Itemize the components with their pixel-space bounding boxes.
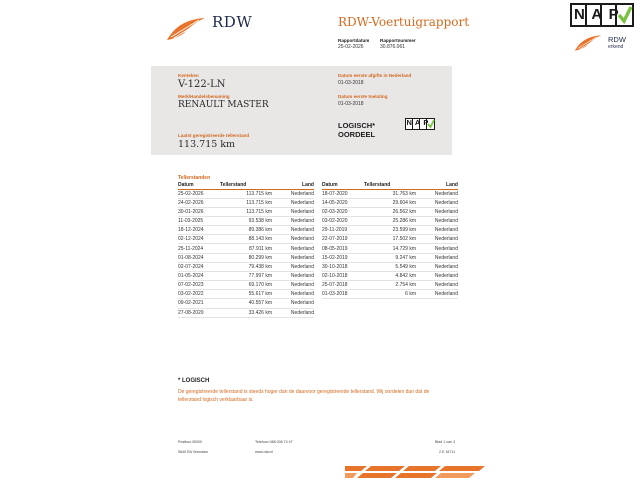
cell-datum: 24-02-2026 xyxy=(178,198,220,207)
cell-datum: 11-03-2025 xyxy=(178,216,220,225)
cell-land: Nederland xyxy=(276,290,314,299)
cell-tellerstand: 80.299 km xyxy=(220,253,276,262)
cell-tellerstand: 14.729 km xyxy=(364,244,420,253)
cell-tellerstand: 25.286 km xyxy=(364,216,420,225)
tellerstanden-table-left xyxy=(178,182,314,318)
datum-eerste-toelating-value: 01-03-2018 xyxy=(338,101,364,107)
cell-land: Nederland xyxy=(420,262,458,271)
cell-datum: 08-05-2019 xyxy=(322,244,364,253)
table-row xyxy=(322,207,458,216)
table-row xyxy=(178,226,314,235)
cell-land: Nederland xyxy=(276,226,314,235)
rdw-logo xyxy=(165,16,207,47)
cell-land: Nederland xyxy=(420,271,458,280)
cell-datum: 27-08-2020 xyxy=(178,308,220,317)
rdw-logo-text: RDW xyxy=(212,13,253,31)
rdw-erkend-text: RDW xyxy=(608,35,626,44)
table-row xyxy=(322,235,458,244)
table-row xyxy=(178,189,314,198)
cell-land: Nederland xyxy=(276,281,314,290)
cell-land: Nederland xyxy=(276,271,314,280)
table-row xyxy=(178,271,314,280)
rdw-erkend-feather-icon xyxy=(572,34,604,52)
oordeel-label: OORDEEL xyxy=(338,130,376,139)
footer-stripes-icon xyxy=(345,464,495,480)
cell-tellerstand: 29.604 km xyxy=(364,198,420,207)
cell-land: Nederland xyxy=(276,299,314,308)
laatste-tellerstand-value: 113.715 km xyxy=(178,139,236,150)
cell-land: Nederland xyxy=(276,253,314,262)
rapportnummer-value: 30.876.061 xyxy=(380,44,406,50)
cell-datum: 15-02-2019 xyxy=(322,253,364,262)
cell-land: Nederland xyxy=(276,262,314,271)
rdw-erkend-sub: erkend xyxy=(608,44,624,50)
cell-tellerstand: 88.143 km xyxy=(220,235,276,244)
cell-tellerstand: 113.715 km xyxy=(220,189,276,198)
col-datum: Datum xyxy=(178,182,220,189)
nap-small-badge xyxy=(405,117,435,129)
kenteken-label: Kenteken xyxy=(178,73,199,78)
cell-datum: 09-02-2021 xyxy=(178,299,220,308)
cell-land: Nederland xyxy=(420,207,458,216)
footer-blad: Blad 1 van 3 xyxy=(435,440,455,444)
tellerstanden-table-right xyxy=(322,182,458,299)
table-row xyxy=(178,308,314,317)
table-row xyxy=(178,281,314,290)
cell-tellerstand: 87.911 km xyxy=(220,244,276,253)
col-land: Land xyxy=(420,182,458,189)
cell-land: Nederland xyxy=(420,198,458,207)
kenteken-value: V-122-LN xyxy=(178,79,226,90)
table-header-row xyxy=(322,182,458,189)
cell-datum: 03-02-2020 xyxy=(322,216,364,225)
rdw-feather-icon xyxy=(165,16,207,42)
cell-tellerstand: 77.997 km xyxy=(220,271,276,280)
table-row xyxy=(178,299,314,308)
table-row xyxy=(178,235,314,244)
cell-tellerstand: 17.502 km xyxy=(364,235,420,244)
table-row xyxy=(322,290,458,299)
cell-tellerstand: 31.763 km xyxy=(364,189,420,198)
cell-datum: 18-07-2020 xyxy=(322,189,364,198)
table-row xyxy=(178,216,314,225)
cell-tellerstand: 89.386 km xyxy=(220,226,276,235)
cell-tellerstand: 6 km xyxy=(364,290,420,299)
cell-datum: 25-02-2026 xyxy=(178,189,220,198)
cell-tellerstand: 69.170 km xyxy=(220,281,276,290)
rapportdatum-value: 25-02-2026 xyxy=(338,44,364,50)
cell-datum: 30-01-2026 xyxy=(178,207,220,216)
cell-datum: 02-12-2024 xyxy=(178,235,220,244)
cell-land: Nederland xyxy=(276,207,314,216)
footer-telefoon: Telefoon 088 008 74 47 xyxy=(255,440,293,444)
cell-land: Nederland xyxy=(420,253,458,262)
datum-eerste-nl-value: 01-03-2018 xyxy=(338,80,364,86)
report-title: RDW-Voertuigrapport xyxy=(338,15,470,29)
cell-datum: 01-08-2024 xyxy=(178,253,220,262)
table-row xyxy=(322,226,458,235)
cell-land: Nederland xyxy=(420,189,458,198)
cell-datum: 25-07-2018 xyxy=(322,281,364,290)
table-header-row xyxy=(178,182,314,189)
cell-datum: 29-11-2019 xyxy=(322,226,364,235)
footer-stripes-graphic xyxy=(345,464,495,480)
rdw-erkend-logo xyxy=(572,34,604,57)
footer-website: www.rdw.nl xyxy=(255,450,273,454)
rapportnummer-label: Rapportnummer xyxy=(380,38,416,43)
nap-badge xyxy=(570,3,634,27)
cell-tellerstand: 113.715 km xyxy=(220,207,276,216)
cell-datum: 18-12-2024 xyxy=(178,226,220,235)
table-row xyxy=(178,244,314,253)
footer-plaats: 9640 RA Veendam xyxy=(178,450,208,454)
cell-datum: 02-03-2020 xyxy=(322,207,364,216)
oordeel-logisch: LOGISCH* xyxy=(338,121,376,130)
cell-tellerstand: 33.426 km xyxy=(220,308,276,317)
logisch-heading: * LOGISCH xyxy=(178,378,210,384)
cell-land: Nederland xyxy=(276,235,314,244)
footer-postbus: Postbus 30000 xyxy=(178,440,202,444)
datum-eerste-toelating-label: Datum eerste toelating xyxy=(338,94,388,99)
datum-eerste-nl-label: Datum eerste afgifte in Nederland xyxy=(338,73,412,78)
cell-land: Nederland xyxy=(276,244,314,253)
nap-small-text: NAP xyxy=(406,118,432,127)
table-row xyxy=(178,290,314,299)
table-row xyxy=(322,189,458,198)
table-row xyxy=(322,198,458,207)
table-row xyxy=(322,216,458,225)
cell-land: Nederland xyxy=(420,290,458,299)
col-land: Land xyxy=(276,182,314,189)
table-row xyxy=(178,262,314,271)
col-tellerstand: Tellerstand xyxy=(220,182,276,189)
logisch-explanation: De geregistreerde tellerstand is steeds hoger dan de daarvoor geregistreerde tellerstand. Wij oordelen dan dat de tellerstand logisch verklaarbaar is. xyxy=(178,389,430,403)
cell-tellerstand: 113.715 km xyxy=(220,198,276,207)
table-row xyxy=(178,207,314,216)
cell-datum: 22-07-2019 xyxy=(322,235,364,244)
col-datum: Datum xyxy=(322,182,364,189)
nap-badge-text: NAP xyxy=(574,6,626,23)
cell-datum: 02-10-2018 xyxy=(322,271,364,280)
cell-datum: 01-05-2024 xyxy=(178,271,220,280)
cell-datum: 07-02-2023 xyxy=(178,281,220,290)
cell-datum: 02-07-2024 xyxy=(178,262,220,271)
tellerstanden-title: Tellerstanden xyxy=(178,175,211,181)
cell-land: Nederland xyxy=(420,235,458,244)
cell-land: Nederland xyxy=(276,216,314,225)
cell-land: Nederland xyxy=(420,226,458,235)
laatste-tellerstand-label: Laatst geregistreerde tellerstand xyxy=(178,133,250,138)
cell-tellerstand: 2.754 km xyxy=(364,281,420,290)
cell-land: Nederland xyxy=(276,198,314,207)
merk-label: Merk/Handelsbenaming xyxy=(178,94,230,99)
merk-value: RENAULT MASTER xyxy=(178,100,269,110)
cell-land: Nederland xyxy=(276,308,314,317)
cell-tellerstand: 40.557 km xyxy=(220,299,276,308)
footer-code: 2.E 16711 xyxy=(439,450,456,454)
cell-land: Nederland xyxy=(276,189,314,198)
table-row xyxy=(178,198,314,207)
cell-tellerstand: 4.842 km xyxy=(364,271,420,280)
cell-tellerstand: 26.562 km xyxy=(364,207,420,216)
cell-land: Nederland xyxy=(420,281,458,290)
table-row xyxy=(322,244,458,253)
cell-tellerstand: 23.599 km xyxy=(364,226,420,235)
cell-datum: 01-03-2018 xyxy=(322,290,364,299)
cell-datum: 30-10-2018 xyxy=(322,262,364,271)
rapportdatum-label: Rapportdatum xyxy=(338,38,370,43)
cell-datum: 14-05-2020 xyxy=(322,198,364,207)
cell-datum: 03-02-2022 xyxy=(178,290,220,299)
cell-tellerstand: 93.538 km xyxy=(220,216,276,225)
cell-tellerstand: 55.617 km xyxy=(220,290,276,299)
cell-tellerstand: 5.549 km xyxy=(364,262,420,271)
cell-land: Nederland xyxy=(420,216,458,225)
col-tellerstand: Tellerstand xyxy=(364,182,420,189)
table-row xyxy=(322,281,458,290)
table-row xyxy=(178,253,314,262)
table-row xyxy=(322,271,458,280)
table-row xyxy=(322,253,458,262)
cell-land: Nederland xyxy=(420,244,458,253)
cell-datum: 25-11-2024 xyxy=(178,244,220,253)
table-row xyxy=(322,262,458,271)
cell-tellerstand: 79.438 km xyxy=(220,262,276,271)
cell-tellerstand: 9.247 km xyxy=(364,253,420,262)
